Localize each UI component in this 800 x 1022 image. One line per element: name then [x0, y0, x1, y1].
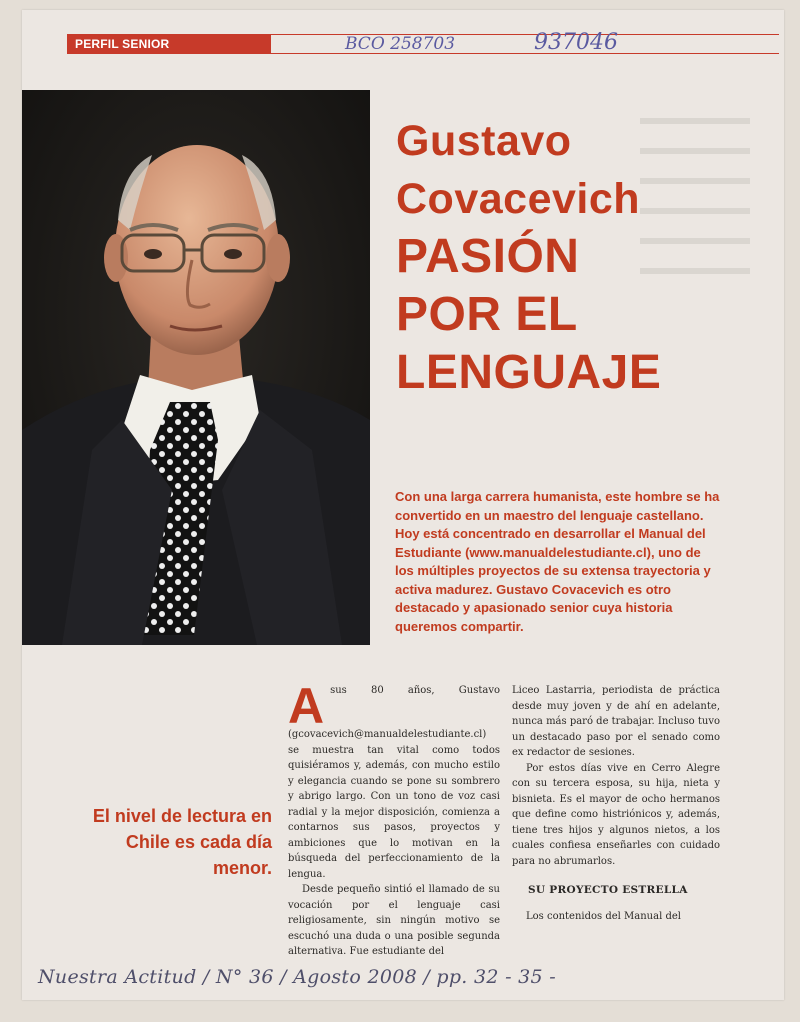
article-title: [396, 112, 661, 402]
body-paragraph: Liceo Lastarria, periodista de práctica desde muy joven y de ahí en adelante, nunca más paró de trabajar. Incluso tuvo un destacado paso por el senado como ex redactor de sesiones.: [512, 685, 720, 758]
section-label: PERFIL SENIOR: [67, 34, 271, 54]
body-paragraph: sus 80 años, Gustavo (gcovacevich@manualdelestudiante.cl) se muestra tan vital como todos quisiéramos y, además, con mucho estilo y elegancia cuando se pone su sombrero y abrigo largo. Con un tono de voz casi radial y la mejor disposición, comienza a contarnos sus pasos, proyectos y ambiciones que lo motivan en la búsqueda del perfeccionamiento de la lengua.: [288, 685, 500, 880]
handwritten-record-number: 937046: [534, 30, 618, 55]
title-line: Covacevich: [396, 175, 641, 223]
title-line: POR EL: [396, 288, 578, 341]
body-column-1: [288, 678, 500, 960]
article-deck: Con una larga carrera humanista, este hombre se ha convertido en un maestro del lenguaje castellano. Hoy está concentrado en desarrollar el Manual del Estudiante (www.manualdelestudiante.cl), uno de los múltiples proyectos de su extensa trayectoria y activa madurez. Gustavo Covacevich es otro destacado y apasionado senior cuya historia queremos compartir.: [395, 489, 720, 634]
portrait-photo: [22, 90, 370, 645]
body-column-2: [512, 683, 720, 924]
pull-quote: El nivel de lectura en Chile es cada día menor.: [92, 806, 272, 878]
body-paragraph: Los contenidos del Manual del: [526, 910, 681, 922]
handwritten-catalog-code: BCO 258703: [345, 34, 456, 54]
title-line: LENGUAJE: [396, 346, 662, 399]
section-subhead: SU PROYECTO ESTRELLA: [528, 884, 688, 896]
body-paragraph: Desde pequeño sintió el llamado de su vocación por el lenguaje casi religiosamente, sin ningún motivo se escuchó una duda o una posible segunda alternativa. Fue estudiante del: [288, 884, 500, 957]
body-paragraph: Por estos días vive en Cerro Alegre con su tercera esposa, su hija, nieta y bisnieta. Es el mayor de ocho hermanos que define como histriónicos y, además, tiene tres hijos y algunos nietos, a los cuales confiesa enseñarles con cuidado para no abrumarlos.: [512, 762, 720, 867]
title-line: PASIÓN: [396, 230, 580, 283]
handwritten-citation: Nuestra Actitud / N° 36 / Agosto 2008 / pp. 32 - 35 -: [38, 966, 556, 988]
drop-cap: A: [288, 678, 325, 734]
portrait-illustration: [22, 90, 370, 645]
title-line: Gustavo: [396, 117, 572, 165]
